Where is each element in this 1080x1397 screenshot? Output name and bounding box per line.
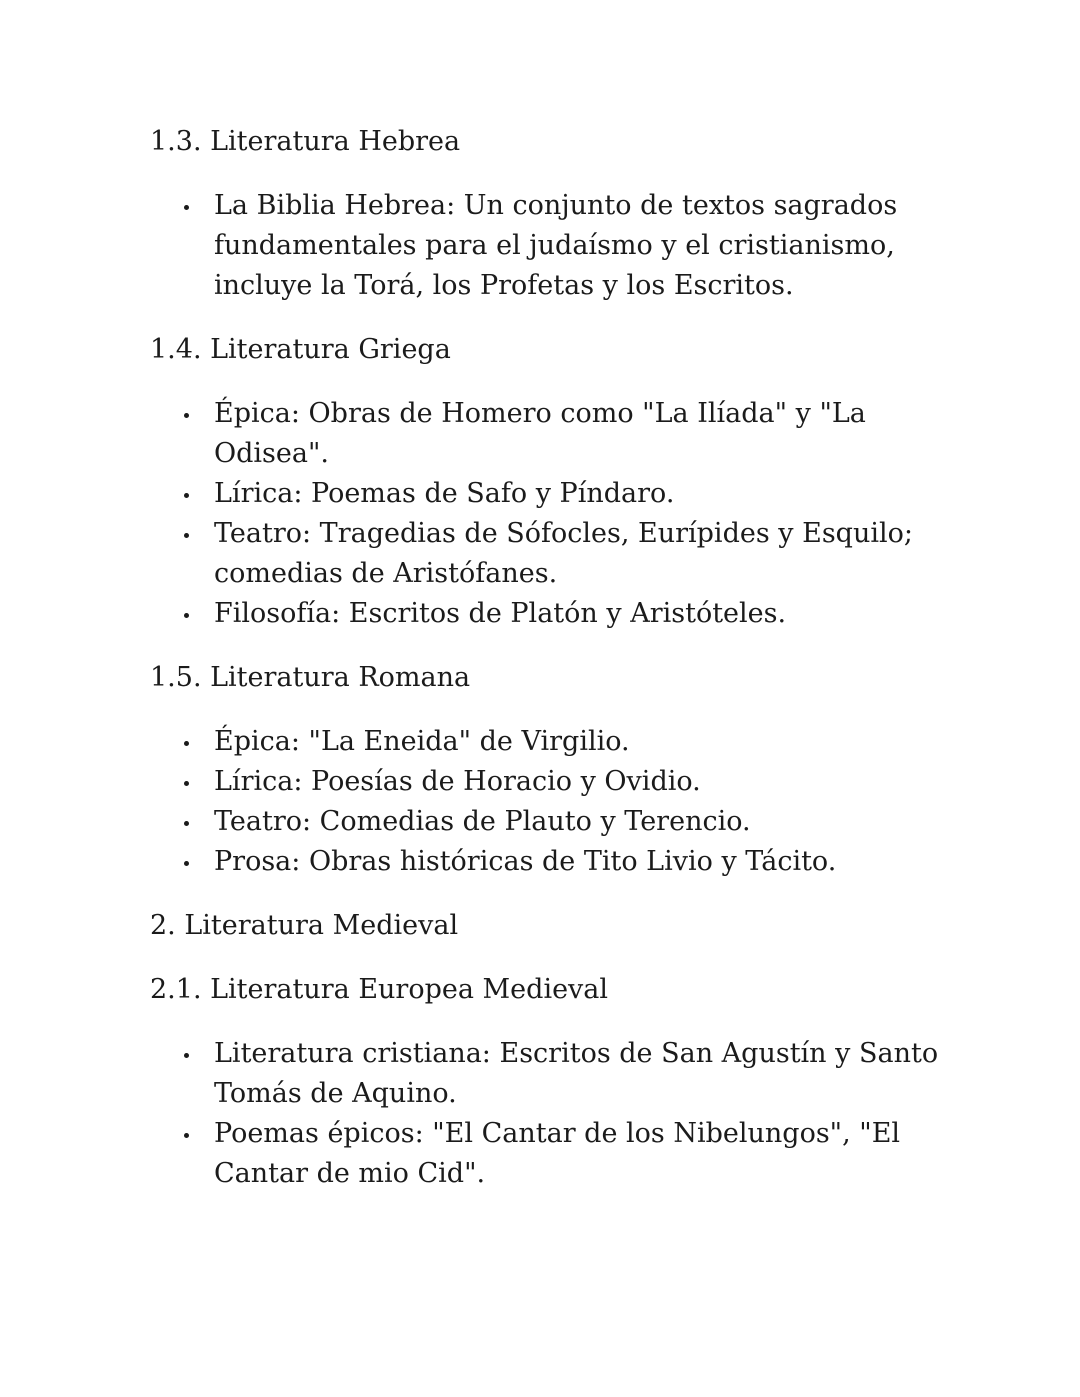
section-heading-hebrea: 1.3. Literatura Hebrea — [150, 126, 461, 157]
list-item: Prosa: Obras históricas de Tito Livio y Tácito. — [150, 842, 950, 882]
list-item: Lírica: Poesías de Horacio y Ovidio. — [150, 762, 950, 802]
list-item: Literatura cristiana: Escritos de San Agustín y Santo Tomás de Aquino. — [150, 1034, 950, 1114]
list-item: Teatro: Comedias de Plauto y Terencio. — [150, 802, 950, 842]
list-item: La Biblia Hebrea: Un conjunto de textos sagrados fundamentales para el judaísmo y el cristianismo, incluye la Torá, los Profetas y los Escritos. — [150, 186, 950, 306]
list-item: Lírica: Poemas de Safo y Píndaro. — [150, 474, 950, 514]
list-romana — [150, 722, 950, 882]
section-heading-romana: 1.5. Literatura Romana — [150, 662, 471, 693]
list-hebrea — [150, 186, 950, 306]
document-page — [150, 122, 950, 1218]
list-item: Teatro: Tragedias de Sófocles, Eurípides y Esquilo; comedias de Aristófanes. — [150, 514, 950, 594]
list-item: Épica: "La Eneida" de Virgilio. — [150, 722, 950, 762]
list-item: Poemas épicos: "El Cantar de los Nibelungos", "El Cantar de mio Cid". — [150, 1114, 950, 1194]
section-heading-griega: 1.4. Literatura Griega — [150, 334, 451, 365]
section-heading-europea-medieval: 2.1. Literatura Europea Medieval — [150, 974, 609, 1005]
list-europea-medieval — [150, 1034, 950, 1194]
list-item: Filosofía: Escritos de Platón y Aristóteles. — [150, 594, 950, 634]
list-item: Épica: Obras de Homero como "La Ilíada" y "La Odisea". — [150, 394, 950, 474]
section-heading-medieval: 2. Literatura Medieval — [150, 910, 459, 941]
list-griega — [150, 394, 950, 634]
